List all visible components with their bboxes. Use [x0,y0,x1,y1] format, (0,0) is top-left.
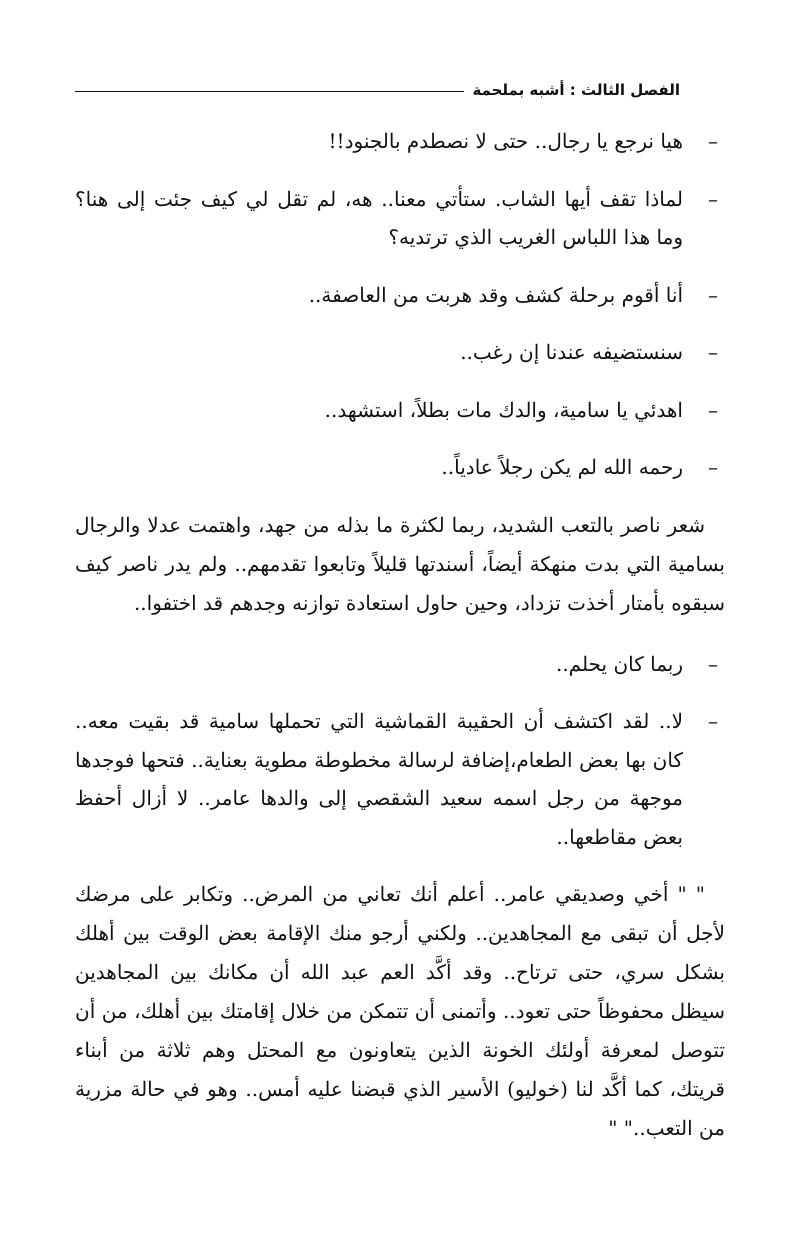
dialogue-text: ربما كان يحلم.. [555,651,683,676]
dialogue-dash: – [708,709,718,733]
dialogue-text: لا.. لقد اكتشف أن الحقيبة القماشية التي تحملها سامية قد بقيت معه.. كان بها بعض الطعام،إضافة لرسالة مخطوطة مطوية بعناية.. فتحها فوجدها موجهة من رجل اسمه سعيد الشقصي إلى والدها عامر.. لا أزال أحفظ بعض مقاطعها.. [75,709,683,849]
letter-paragraph: " " أخي وصديقي عامر.. أعلم أنك تعاني من المرض.. وتكابر على مرضك لأجل أن تبقى مع المجاهدين.. ولكني أرجو منك الإقامة بعض الوقت بين أهلك بشكل سري، حتى ترتاح.. وقد أكَّد العم عبد الله أن مكانك بين المجاهدين سيظل محفوظاً حتى تعود.. وأتمنى أن تتمكن من خلال إقامتك بين أهلك، من أن تتوصل لمعرفة أولئك الخونة الذين يتعاونون مع المحتل وهم ثلاثة من أبناء قريتك، كما أكَّد لنا (خوليو) الأسير الذي قبضنا عليه أمس.. وهو في حالة مزرية من التعب.." " [75,882,725,1140]
dialogue-text: اهدئي يا سامية، والدك مات بطلاً، استشهد.. [324,397,683,422]
dialogue-text: سنستضيفه عندنا إن رغب.. [460,340,683,364]
dialogue-dash: – [708,651,718,676]
dialogue-text: رحمه الله لم يكن رجلاً عادياً.. [441,455,683,479]
header-rule [75,91,464,92]
dialogue-line [75,333,725,372]
dialogue-line [75,702,725,856]
dialogue-line [75,391,725,430]
dialogue-line [75,645,725,684]
dialogue-text: لماذا تقف أيها الشاب. ستأتي معنا.. هه، لم تقل لي كيف جئت إلى هنا؟ وما هذا اللباس الغريب الذي ترتديه؟ [75,186,683,249]
dialogue-dash: – [708,129,718,153]
dialogue-dash: – [708,186,718,211]
dialogue-dash: – [708,455,718,479]
running-header [75,78,680,102]
page-body [75,122,725,1167]
dialogue-dash: – [708,397,718,422]
dialogue-line [75,276,725,315]
dialogue-text: أنا أقوم برحلة كشف وقد هربت من العاصفة.. [308,282,683,307]
dialogue-dash: – [708,282,718,307]
dialogue-dash: – [708,340,718,364]
dialogue-line [75,180,725,257]
narrative-paragraph: شعر ناصر بالتعب الشديد، ربما لكثرة ما بذله من جهد، واهتمت عدلا والرجال بسامية التي بدت منهكة أيضاً، أسندتها قليلاً وتابعوا تقدمهم.. ولم يدر ناصر كيف سبقوه بأمتار أخذت تزداد، وحين حاول استعادة توازنه وجدهم قد اختفوا.. [75,512,725,615]
dialogue-line [75,122,725,161]
chapter-title: الفصل الثالث : أشبه بملحمة [472,81,680,99]
dialogue-line [75,448,725,487]
dialogue-text: هيا نرجع يا رجال.. حتى لا نصطدم بالجنود!! [328,129,683,153]
